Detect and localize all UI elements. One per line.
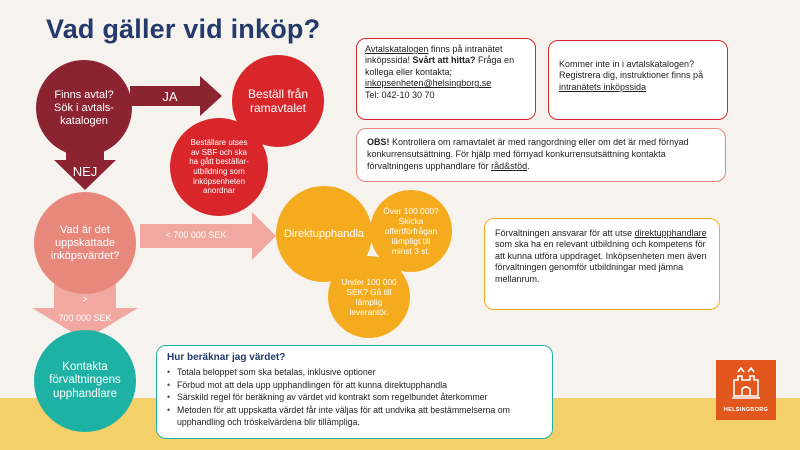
over100-text: Över 100 000? Skicka offertförfrågan lämpligt till minst 3 st.: [383, 206, 439, 256]
avtal-info-bold: Svårt att hitta?: [412, 55, 476, 66]
kommer-info-box: [548, 40, 728, 120]
avtal-info-box: [356, 38, 536, 120]
obs-text: Kontrollera om ramavtalet är med rangordning eller om det är med förnyad konkurrensutsättning. För hjälp med förnyad konkurrensutsättning kontakta förvaltningens upphandlare för: [367, 137, 689, 171]
berakna-heading: Hur beräknar jag värdet?: [167, 352, 286, 363]
avtal-info-text1: finns på intranätet inköpssida!: [365, 44, 503, 66]
kommer-info-text: Kommer inte in i avtalskatalogen? Registrera dig, instruktioner finns på: [559, 59, 704, 81]
berakna-bullet: • Särskild regel för beräkning av värdet vid kontrakt som regelbundet återkommer: [167, 391, 542, 404]
bestallare-text: Beställare utses av SBF och ska ha gått beställar-utbildning som inköpsenheten anordnar: [189, 138, 249, 196]
obs-text-end: .: [527, 161, 530, 171]
uppskattade-text: Vad är det uppskattade inköpsvärdet?: [50, 223, 120, 262]
email-link[interactable]: inkopsenheten@helsingborg.se: [365, 78, 492, 89]
under100-circle: [328, 256, 410, 338]
castle-icon: [716, 360, 776, 408]
forvaltning-text2: som ska ha en relevant utbildning och kompetens för att kunna utföra uppdraget. Inköpsenheten men även förvaltningen genomför utbildningar med jämna mellanrum.: [495, 239, 707, 284]
ja-label: JA: [162, 89, 178, 104]
lt700-label: < 700 000 SEK: [165, 230, 227, 240]
avtal-info-text2: Fråga en kollega eller kontakta;: [365, 55, 515, 77]
avtalskatalogen-link[interactable]: Avtalskatalogen: [365, 44, 429, 54]
berakna-bullet: • Totala beloppet som ska betalas, inklusive optioner: [167, 366, 542, 379]
obs-bold: OBS!: [367, 137, 390, 147]
berakna-info-box: [156, 345, 553, 439]
intranat-link[interactable]: intranätets inköpssida: [559, 81, 647, 92]
bestallare-circle: [170, 118, 268, 216]
logo-text: HELSINGBORG: [723, 407, 769, 413]
berakna-bullet: • Förbud mot att dela upp upphandlingen för att kunna direktupphandla: [167, 379, 542, 392]
uppskattade-circle: [34, 192, 136, 294]
direkt-text: Direktupphandla: [283, 227, 365, 240]
gt700-label: 700 000 SEK: [58, 313, 112, 323]
direktupphandlare-link[interactable]: direktupphandlare: [634, 228, 707, 238]
berakna-list: [167, 366, 542, 429]
under100-text: Under 100 000 SEK? Gå till lämplig leverantör.: [341, 277, 397, 317]
helsingborg-logo: [716, 360, 776, 420]
obs-info-box: [356, 128, 726, 182]
forvaltning-text1: Förvaltningen ansvarar för att utse: [495, 228, 635, 238]
forvaltning-info-box: [484, 218, 720, 310]
bestall-text: Beställ från ramavtalet: [247, 87, 309, 115]
kontakta-circle: [34, 330, 136, 432]
rad-stod-link[interactable]: råd&stöd: [491, 161, 528, 171]
kontakta-text: Kontakta förvaltningens upphandlare: [49, 360, 121, 400]
berakna-bullet: • Metoden för att uppskatta värdet får inte väljas för att undvika att bestämmelserna om upphandling och tröskelvärdena blir tillämpliga.: [167, 404, 542, 429]
gt-symbol-label: >: [82, 294, 88, 304]
finns-avtal-circle: [36, 60, 132, 156]
nej-label: NEJ: [72, 164, 98, 179]
phone-text: Tel: 042-10 30 70: [365, 89, 435, 100]
page-title: Vad gäller vid inköp?: [46, 14, 321, 44]
finns-avtal-text: Finns avtal? Sök i avtals-katalogen: [54, 88, 114, 127]
